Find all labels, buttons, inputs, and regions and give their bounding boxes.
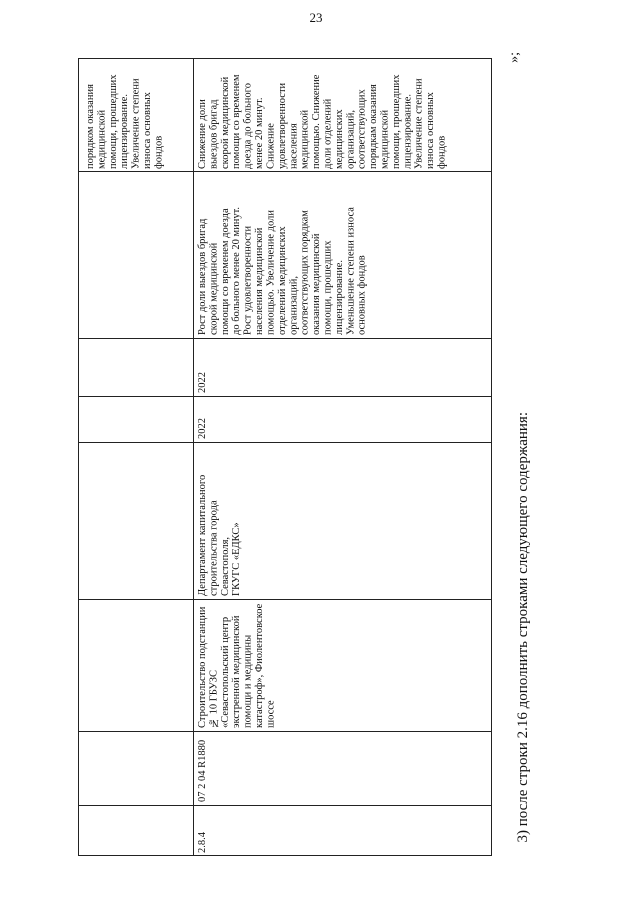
rotated-table: [78, 58, 492, 856]
column-separator: [79, 442, 491, 443]
column-separator: [79, 805, 491, 806]
cell-target-result: Рост доли выездов бригад скорой медицинской помощи со временем доезда до больного менее 20 минут. Рост удовлетворенности населения медицинской помощью. Увеличение доли отделений медицинских организаций, соответствующих порядкам оказания медицинской помощи, прошедших лицензирование. Уменьшение степени износа основных фондов: [197, 206, 368, 335]
cell-object: Строительство подстанции № 10 ГБУЗС «Севастопольский центр экстренной медицинской помощи и медицины катастроф», Фиолентовское шоссе: [197, 603, 277, 728]
cell-row-number: 2.8.4: [197, 832, 208, 853]
column-separator: [79, 396, 491, 397]
page-number: 23: [309, 10, 323, 25]
closing-quote: »;: [507, 52, 522, 63]
cell-indicator-continued: порядком оказания медицинской помощи, прошедших лицензирование. Увеличение степени износа основных фондов: [85, 74, 165, 169]
cell-responsible: Департамент капитального строительства города Севастополя, ГКУГС «ЕДКС»: [197, 474, 243, 596]
cell-year-start: 2022: [197, 418, 208, 439]
row-separator: [193, 59, 194, 855]
column-separator: [79, 338, 491, 339]
cell-indicator: Снижение доли выездов бригад скорой медицинской помощи со временем доезда до больного менее 20 минут. Снижение удовлетворенности населения медицинской помощью. Снижение доли отделений медицинских организаций, соответствующих порядкам оказания медицинской помощи, прошедших лицензирование. Увеличение степени износа основных фондов: [197, 74, 448, 169]
cell-code: 07 2 04 R1880: [197, 739, 208, 802]
column-separator: [79, 599, 491, 600]
cell-year-end: 2022: [197, 372, 208, 393]
instruction-text: 3) после строки 2.16 дополнить строками следующего содержания:: [515, 412, 531, 843]
column-separator: [79, 171, 491, 172]
column-separator: [79, 731, 491, 732]
